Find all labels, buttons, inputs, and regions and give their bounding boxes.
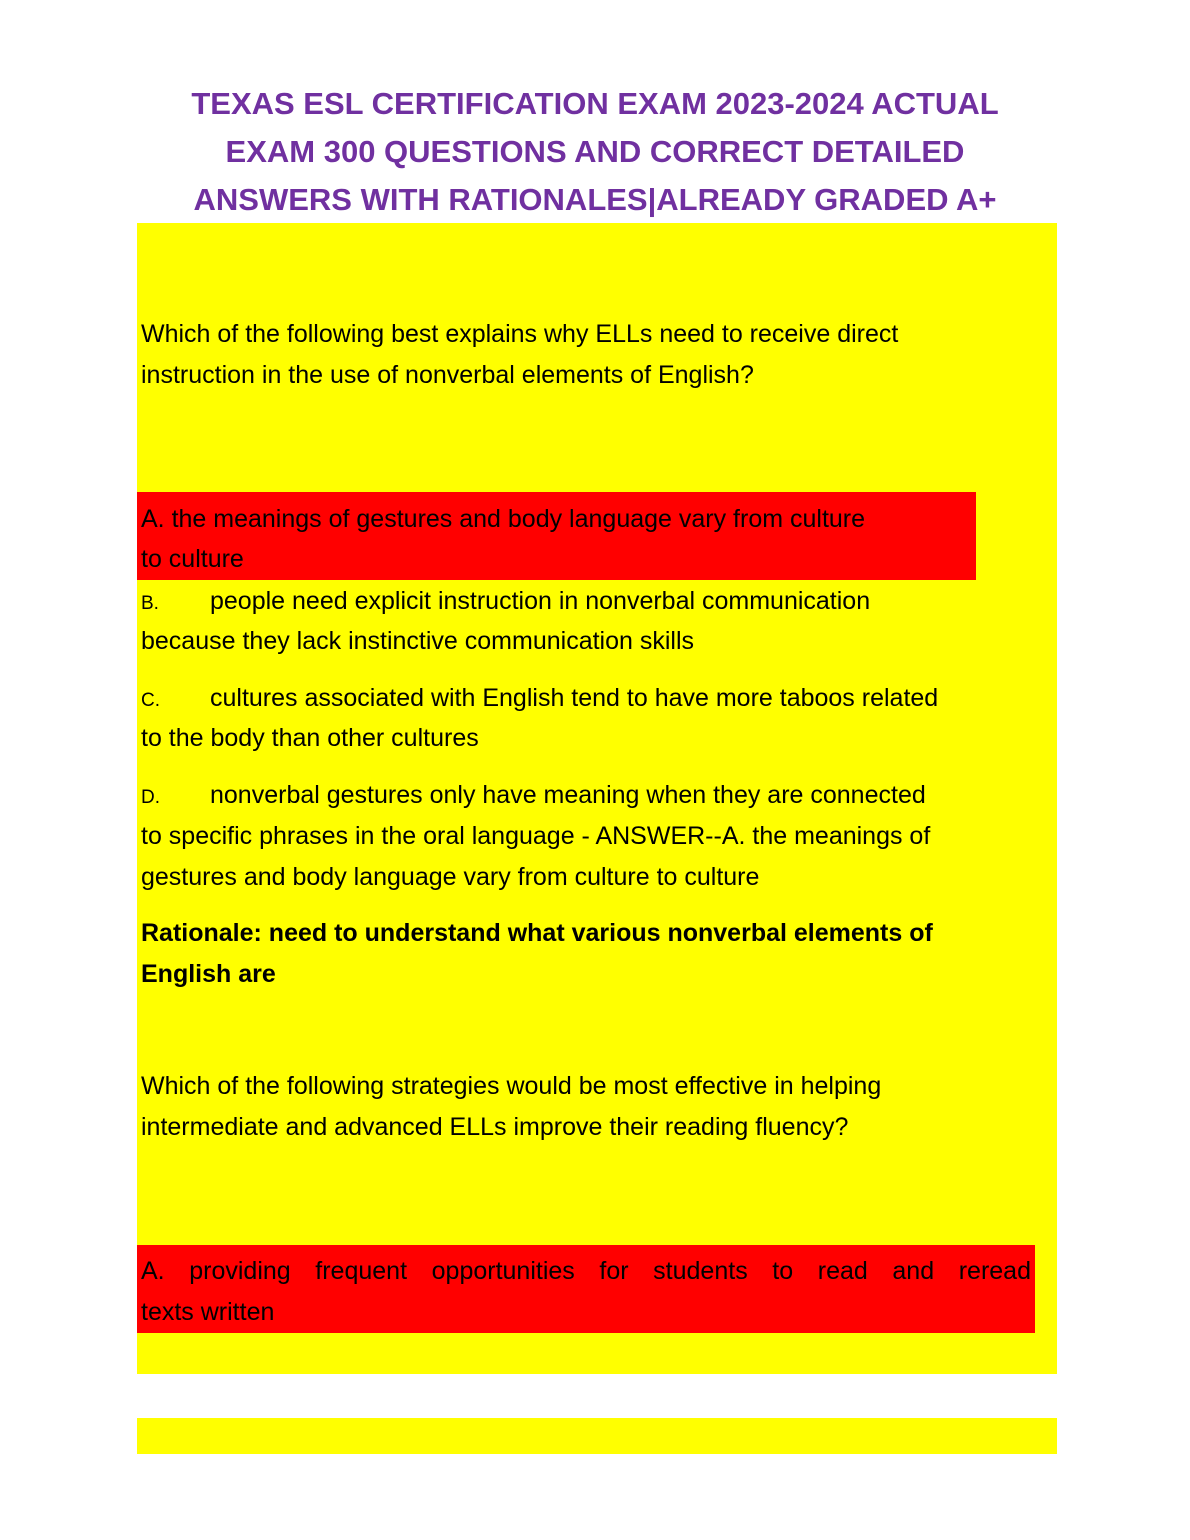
question-1-stem-line-2: instruction in the use of nonverbal elements of English? [141,361,754,389]
question-1-option-c-line-1 [141,678,1000,721]
question-1-rationale-line-2: English are [141,960,276,988]
highlight-band-footer [137,1418,1057,1454]
option-c-letter: C. [141,690,160,711]
option-b-letter: B. [141,593,159,614]
question-2-option-a-line-1 [141,1251,1033,1291]
highlighted-content-area [137,223,1057,1374]
question-2-stem-line-2: intermediate and advanced ELLs improve their reading fluency? [141,1113,849,1141]
title-line-3: ANSWERS WITH RATIONALES|ALREADY GRADED A+ [193,182,997,217]
question-1-option-b-line-2: because they lack instinctive communication skills [141,627,695,655]
question-1-option-a-line-1: A. the meanings of gestures and body language vary from culture [141,505,866,533]
question-1-option-d-line-3: gestures and body language vary from culture to culture [141,863,760,891]
question-1-rationale-line-1: Rationale: need to understand what various nonverbal elements of [141,919,933,947]
question-2-stem-line-1: Which of the following strategies would be most effective in helping [141,1072,882,1100]
option-b-text: people need explicit instruction in nonverbal communication [210,587,871,615]
question-1-stem-line-1: Which of the following best explains why ELLs need to receive direct [141,320,899,348]
question-1-option-b-line-1 [141,581,1000,624]
title-line-1: TEXAS ESL CERTIFICATION EXAM 2023-2024 ACTUAL [191,86,999,121]
question-1-option-d-line-2: to specific phrases in the oral language - ANSWER--A. the meanings of [141,822,931,850]
option-c-text: cultures associated with English tend to have more taboos related [210,684,939,712]
question-1-option-c-line-2: to the body than other cultures [141,724,479,752]
option-d-letter: D. [141,787,160,808]
question-1-option-d-line-1 [141,775,1000,818]
question-1-option-a-line-2: to culture [141,545,244,573]
document-title [120,80,1070,224]
title-line-2: EXAM 300 QUESTIONS AND CORRECT DETAILED [225,134,965,169]
question-2-option-a-line-2: texts written [141,1298,275,1326]
option-d-text: nonverbal gestures only have meaning when they are connected [210,781,926,809]
question-2-option-a-text: A. providing frequent opportunities for students to read and reread [141,1257,1031,1285]
